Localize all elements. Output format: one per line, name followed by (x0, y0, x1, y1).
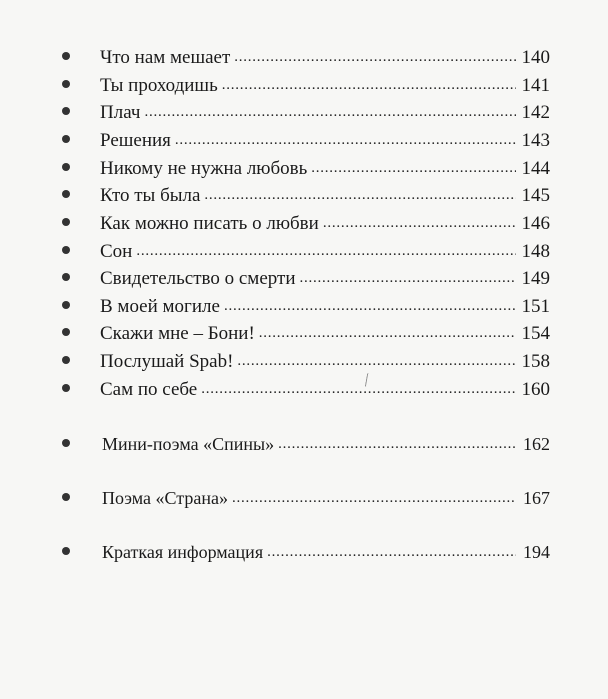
toc-entry (62, 240, 550, 264)
bullet-icon (62, 273, 70, 281)
entry-title: Ты проходишь (100, 75, 218, 96)
toc-entry (62, 295, 550, 319)
bullet-icon (62, 301, 70, 309)
page-number: 141 (521, 75, 550, 96)
dot-leader (201, 377, 516, 401)
entry-title: Никому не нужна любовь (100, 158, 308, 179)
toc-entry (62, 129, 550, 153)
bullet-icon (62, 547, 70, 555)
toc-entry (62, 101, 550, 125)
bullet-icon (62, 493, 70, 501)
page-number: 143 (521, 130, 550, 151)
entry-title: Поэма «Страна» (102, 488, 229, 508)
entry-title: Что нам мешает (100, 47, 231, 68)
dot-leader (224, 294, 516, 318)
page-number: 148 (521, 241, 550, 262)
toc-entry (62, 184, 550, 208)
entry-title: Сам по себе (100, 379, 198, 400)
bullet-icon (62, 218, 70, 226)
page-number: 194 (523, 542, 550, 562)
bullet-icon (62, 439, 70, 447)
entry-title: Как можно писать о любви (100, 213, 319, 234)
bullet-icon (62, 246, 70, 254)
toc-entry (62, 378, 550, 402)
entry-title: Сон (100, 241, 133, 262)
dot-leader (144, 100, 516, 124)
dot-leader (278, 432, 516, 456)
entry-title: Послушай Spab! (100, 351, 234, 372)
bullet-icon (62, 80, 70, 88)
page-number: 167 (523, 488, 550, 508)
bullet-icon (62, 135, 70, 143)
page-number: 149 (521, 268, 550, 289)
bullet-icon (62, 190, 70, 198)
bullet-icon (62, 52, 70, 60)
page-number: 140 (521, 47, 550, 68)
page-number: 145 (521, 185, 550, 206)
dot-leader (259, 321, 516, 345)
bullet-icon (62, 356, 70, 364)
entry-title: В моей могиле (100, 296, 220, 317)
dot-leader (204, 183, 516, 207)
dot-leader (232, 486, 516, 510)
dot-leader (311, 156, 516, 180)
page-number: 142 (521, 102, 550, 123)
toc-group-entry (62, 540, 550, 564)
page-number: 154 (521, 323, 550, 344)
bullet-icon (62, 384, 70, 392)
dot-leader (136, 239, 516, 263)
entry-title: Кто ты была (100, 185, 201, 206)
toc-entry (62, 74, 550, 98)
toc-entry (62, 267, 550, 291)
dot-leader (175, 128, 516, 152)
dot-leader (222, 73, 516, 97)
page-number: 158 (521, 351, 550, 372)
entry-title: Свидетельство о смерти (100, 268, 296, 289)
dot-leader (299, 266, 516, 290)
page-number: 151 (521, 296, 550, 317)
dot-leader (237, 349, 516, 373)
entry-title: Мини-поэма «Спины» (102, 434, 275, 454)
toc-entry (62, 350, 550, 374)
dot-leader (234, 45, 516, 69)
page-number: 162 (523, 434, 550, 454)
page-number: 144 (521, 158, 550, 179)
toc-group-entry (62, 486, 550, 510)
entry-title: Плач (100, 102, 141, 123)
dot-leader (323, 211, 516, 235)
toc-entry (62, 212, 550, 236)
page-number: 160 (521, 379, 550, 400)
bullet-icon (62, 163, 70, 171)
toc-entry (62, 322, 550, 346)
bullet-icon (62, 328, 70, 336)
toc-entry (62, 46, 550, 70)
toc-group-entry (62, 432, 550, 456)
bullet-icon (62, 107, 70, 115)
page-number: 146 (521, 213, 550, 234)
dot-leader (267, 540, 516, 564)
entry-title: Краткая информация (102, 542, 264, 562)
entry-title: Скажи мне – Бони! (100, 323, 255, 344)
toc-entry (62, 157, 550, 181)
entry-title: Решения (100, 130, 171, 151)
